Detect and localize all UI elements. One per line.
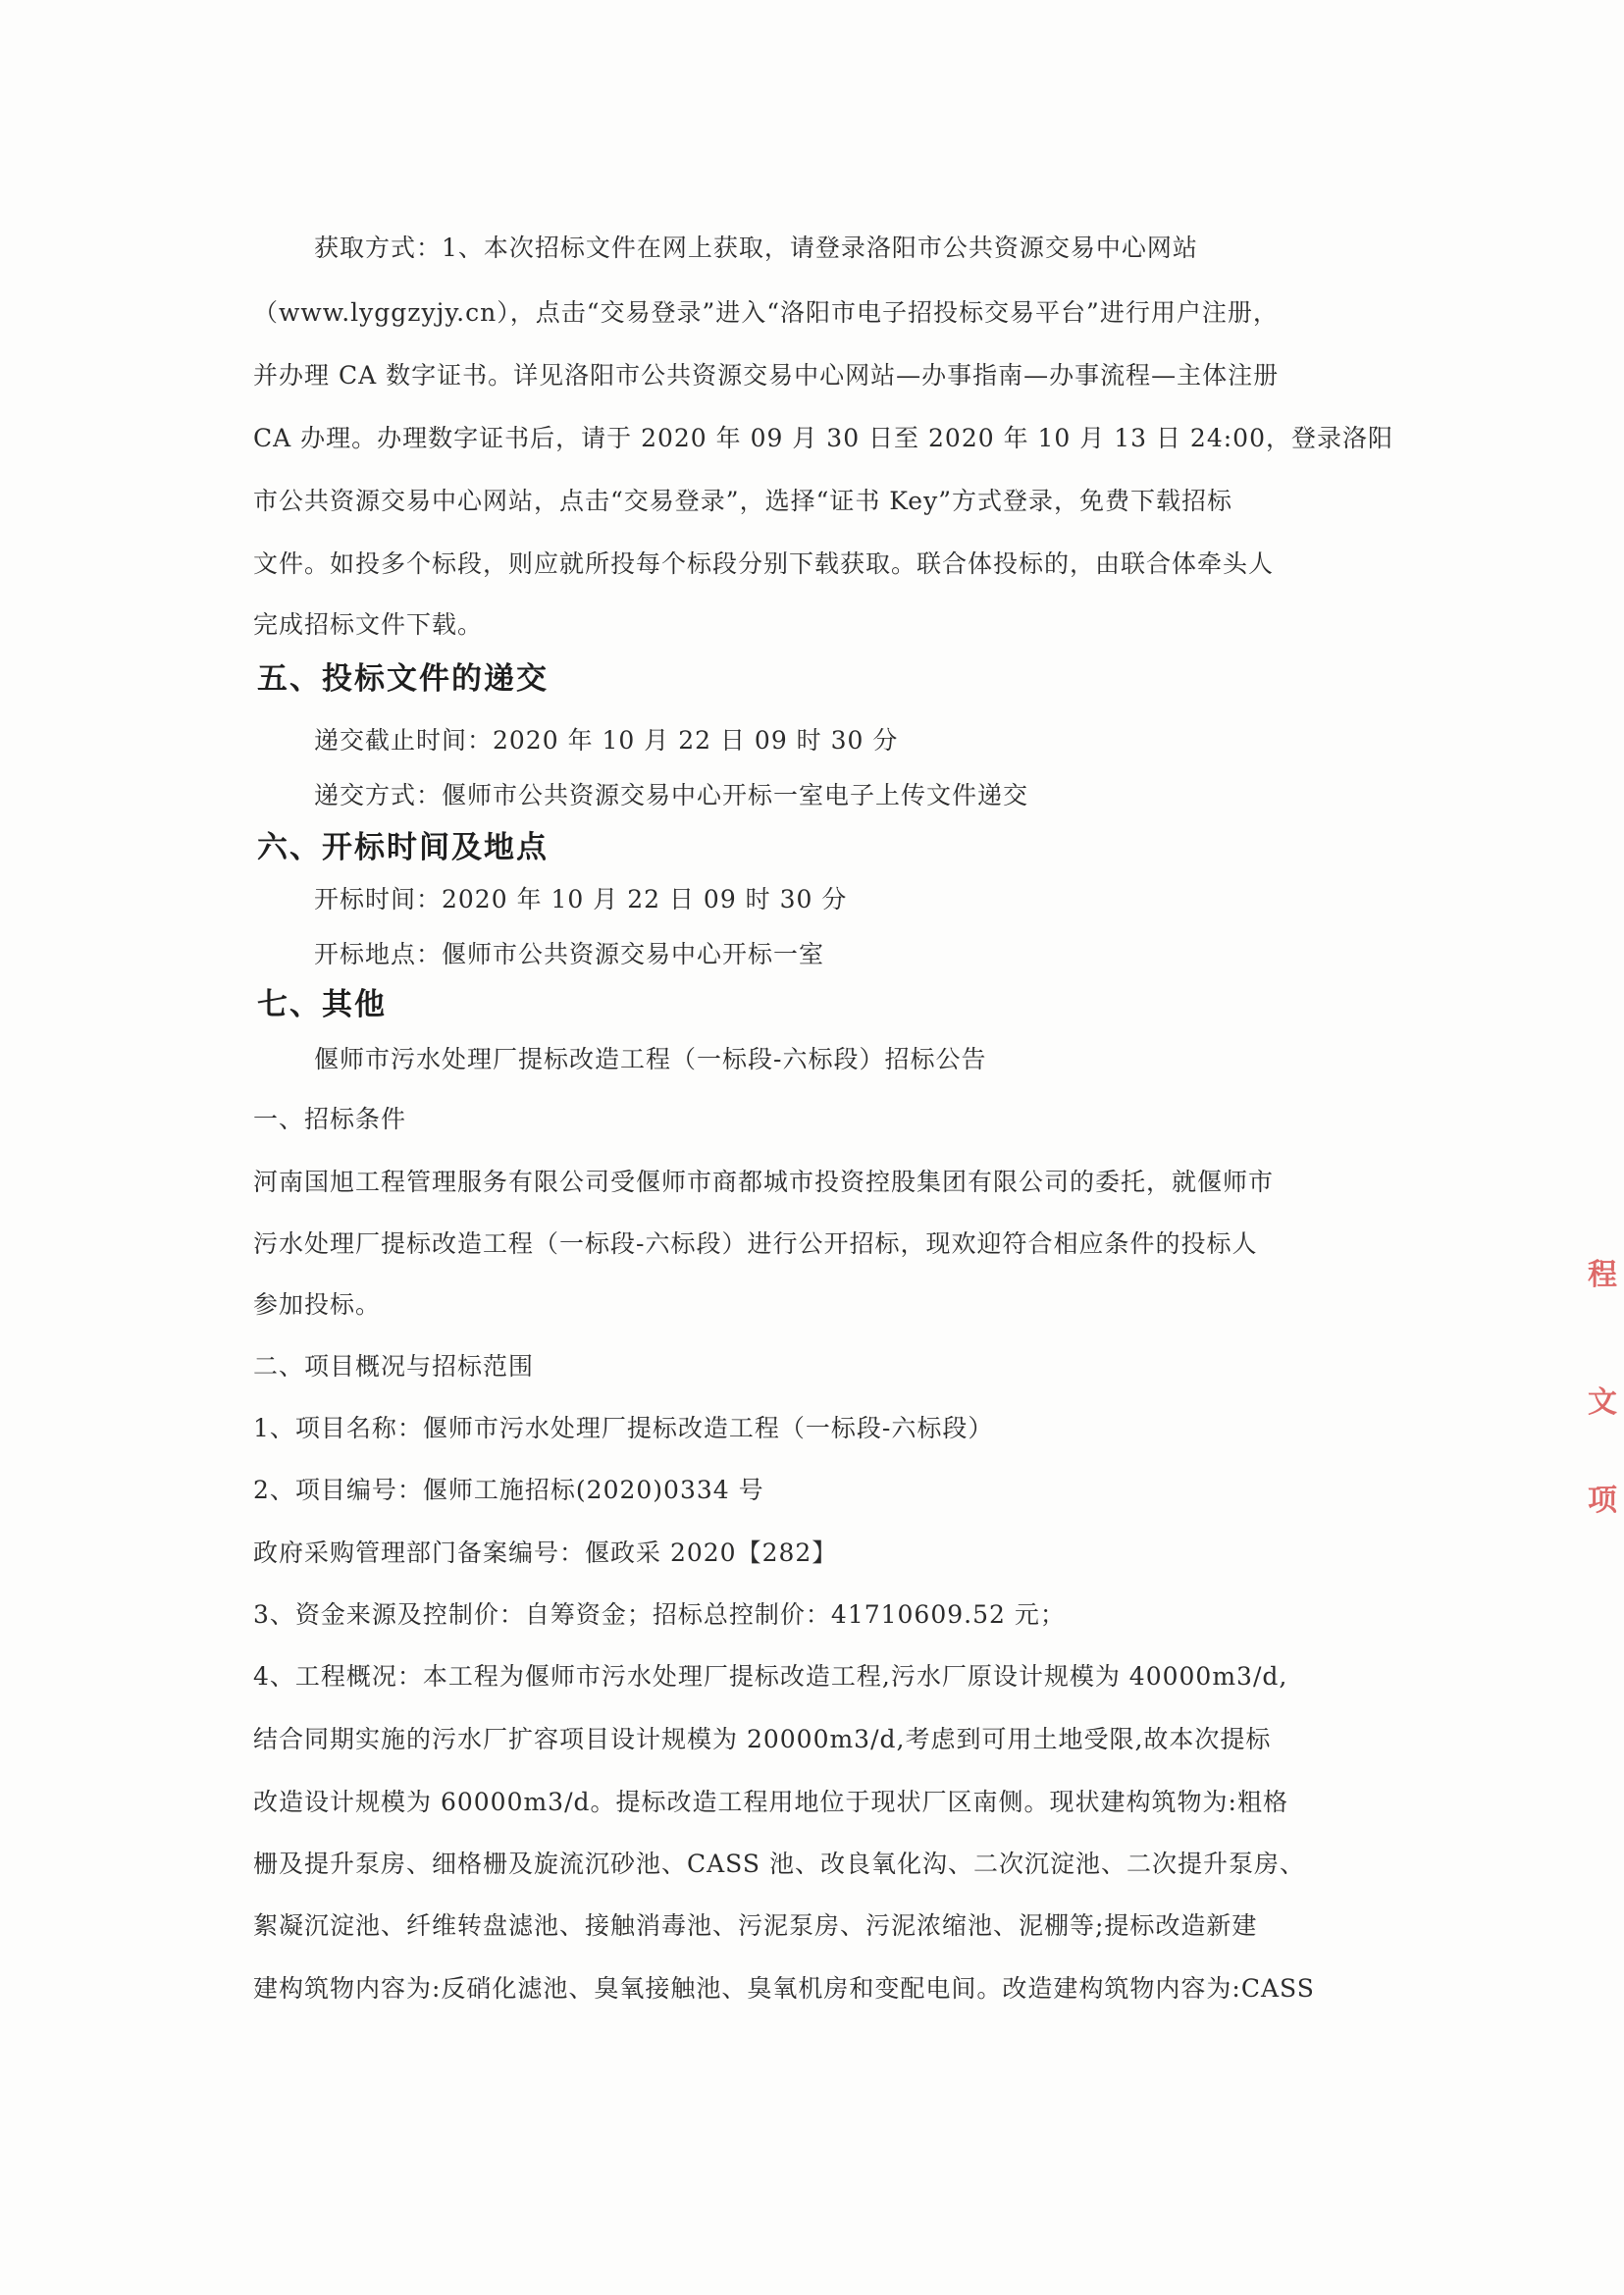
opening-location: 开标地点：偃师市公共资源交易中心开标一室 [314, 940, 825, 968]
body-line: 并办理 CA 数字证书。详见洛阳市公共资源交易中心网站—办事指南—办事流程—主体注册 [253, 361, 1280, 390]
body-line: 结合同期实施的污水厂扩容项目设计规模为 20000m3/d,考虑到可用土地受限,故本次提标 [253, 1725, 1272, 1753]
body-line: 市公共资源交易中心网站，点击“交易登录”，选择“证书 Key”方式登录，免费下载招标 [253, 487, 1232, 515]
body-line: 文件。如投多个标段，则应就所投每个标段分别下载获取。联合体投标的，由联合体牵头人 [253, 549, 1275, 578]
body-line: 河南国旭工程管理服务有限公司受偃师市商都城市投资控股集团有限公司的委托，就偃师市 [253, 1168, 1275, 1196]
subheading-overview: 二、项目概况与招标范围 [253, 1352, 535, 1381]
body-line: 完成招标文件下载。 [253, 610, 484, 639]
submission-method: 递交方式：偃师市公共资源交易中心开标一室电子上传文件递交 [314, 781, 1029, 809]
body-line: 4、工程概况：本工程为偃师市污水处理厂提标改造工程,污水厂原设计规模为 40000m3/d, [253, 1662, 1288, 1691]
body-line: 建构筑物内容为:反硝化滤池、臭氧接触池、臭氧机房和变配电间。改造建构筑物内容为:CASS [253, 1974, 1315, 2003]
stamp-char: 程 [1588, 1258, 1617, 1292]
submission-deadline: 递交截止时间：2020 年 10 月 22 日 09 时 30 分 [314, 726, 899, 755]
body-line: 栅及提升泵房、细格栅及旋流沉砂池、CASS 池、改良氧化沟、二次沉淀池、二次提升泵房、 [253, 1850, 1305, 1878]
project-number: 2、项目编号：偃师工施招标(2020)0334 号 [253, 1476, 764, 1504]
body-line: 絮凝沉淀池、纤维转盘滤池、接触消毒池、污泥泵房、污泥浓缩池、泥棚等;提标改造新建 [253, 1911, 1258, 1940]
section-heading-6: 六、开标时间及地点 [257, 830, 549, 865]
filing-number: 政府采购管理部门备案编号：偃政采 2020【282】 [253, 1539, 838, 1567]
body-line: CA 办理。办理数字证书后，请于 2020 年 09 月 30 日至 2020 年 10 月 13 日 24:00，登录洛阳 [253, 424, 1393, 452]
body-line: 参加投标。 [253, 1290, 382, 1319]
section-heading-7: 七、其他 [257, 987, 387, 1022]
notice-title: 偃师市污水处理厂提标改造工程（一标段-六标段）招标公告 [314, 1045, 987, 1073]
opening-time: 开标时间：2020 年 10 月 22 日 09 时 30 分 [314, 885, 848, 913]
body-line: 改造设计规模为 60000m3/d。提标改造工程用地位于现状厂区南侧。现状建构筑物为:粗格 [253, 1788, 1288, 1816]
subheading-conditions: 一、招标条件 [253, 1105, 407, 1133]
body-line: 获取方式：1、本次招标文件在网上获取，请登录洛阳市公共资源交易中心网站 [314, 234, 1198, 262]
stamp-char: 项 [1588, 1484, 1617, 1518]
funding-price: 3、资金来源及控制价：自筹资金；招标总控制价：41710609.52 元； [253, 1600, 1066, 1629]
stamp-char: 文 [1588, 1385, 1617, 1420]
body-line: 污水处理厂提标改造工程（一标段-六标段）进行公开招标，现欢迎符合相应条件的投标人 [253, 1229, 1258, 1258]
body-line: （www.lyggzyjy.cn），点击“交易登录”进入“洛阳市电子招投标交易平台”进行用户注册， [253, 298, 1279, 327]
section-heading-5: 五、投标文件的递交 [257, 661, 549, 697]
project-name: 1、项目名称：偃师市污水处理厂提标改造工程（一标段-六标段） [253, 1414, 994, 1442]
seal-stamp-fragment [1588, 1246, 1624, 1570]
